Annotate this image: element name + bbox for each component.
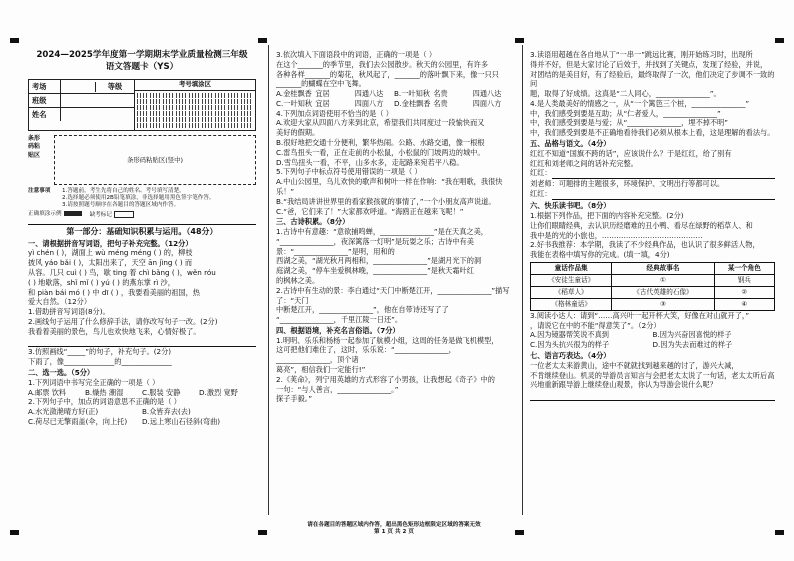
s1-q3-fill[interactable]: 下雨了，像______________的______________ [28,357,172,367]
field-room-label: 考场 [32,81,47,91]
section3-title: 三、古诗积累。（8分） [276,217,350,227]
answer-line[interactable] [530,390,775,401]
exam-number-bubble[interactable] [202,117,214,122]
q3-text: 各种各样_______的菊花，秋风起了，_______的落叶飘下来，像一只只 [276,69,499,79]
table-cell[interactable]: ② [714,286,774,298]
s6-q1: 1.根据下列作品，把下面的内容补充完整。(2分) [530,210,684,220]
option[interactable]: B.因为兴奋因喜悦的样子 [652,330,732,340]
registration-mark-top-mid2 [515,38,524,43]
option[interactable]: A.邮票 饮料 [28,387,67,397]
attention-line: 1.答题前，考生先将自己的姓名、考号填写清楚。 [62,188,185,195]
exam-number-bubble[interactable] [163,111,175,116]
table-cell[interactable]: ① [612,274,714,286]
exam-number-bubble[interactable] [241,123,253,128]
student-fields [28,79,135,131]
registration-mark-top-left [10,38,19,43]
exam-number-bubble[interactable] [163,105,175,110]
option[interactable]: A.金桂飘香 [276,89,312,99]
exam-number-bubble[interactable] [176,111,188,116]
attention-line: 3.请按照题号顺序在各题目的答题区域内作答。 [62,202,180,209]
exam-number-bubble[interactable] [202,93,214,98]
s3-line[interactable]: 西湖之美，“湖光秋月两相和，_______________”是湖月光下的洞 [276,256,482,266]
s1-line: 和 piàn bái mó ( ) 中 dī ( ) ，我要看美丽的祖国，热 [28,287,200,297]
q5-option[interactable]: C.“爸，它们来了！”大家都欢呼道。“海鸥正在越来飞呢！” [276,206,464,216]
option[interactable]: D.金桂飘香 [393,98,431,108]
option[interactable]: C.一叶知秋 [276,98,313,108]
registration-mark-bottom-left [10,530,19,535]
s3-q2b[interactable]: 中断楚江开，_______________”，他在自带诗还写了了 [276,305,449,315]
exam-number-bubble[interactable] [137,111,149,116]
c3-q3-line: 对团结的是美目好，有了经验后，最终取得了一次，他们决定了步调不一致的问 [530,69,775,89]
option-part: 四通八达 [354,89,384,99]
s6-q1-text[interactable]: 我中是的光的小旅也，…………………………………… [530,230,703,240]
option[interactable]: D.因为失去而难过的样子 [652,340,733,350]
exam-number-bubble[interactable] [228,123,240,128]
q5-option[interactable]: A.中山公园里，乌儿欢快的歌声和树叶一样在作响：“我在唱歌，我很快乐！” [276,177,503,196]
option-part: 宜居 [315,89,330,99]
q5-title: 5.下列句子中标点符号使用错误的一项是（ ） [276,167,422,177]
exam-number-bubble[interactable] [202,105,214,110]
table-header-row [531,262,775,274]
s6-q3b: ，请说它在中的不能“得意笑了”。（2分） [530,320,661,330]
q5-option[interactable]: B.“我结局讲讲世界里的看家猴孩就的事情了，”一个小朋友高声说道。 [276,196,496,206]
exam-number-area[interactable] [135,79,256,131]
q3-title: 3.依次填入下面语段中的词语，正确的一项是（ ） [276,50,437,59]
field-class-input[interactable] [60,94,134,107]
field-name[interactable] [29,108,134,121]
exam-number-bubble[interactable] [241,111,253,116]
correct-fill-sample [64,211,82,216]
exam-number-bubble[interactable] [189,105,201,110]
field-grade-label: 等级 [95,82,134,92]
s1-line: yì chén ( )，湖面上 wù méng méng ( ) 的，柳枝 [28,248,193,258]
table-row [531,286,775,298]
field-room-input[interactable] [60,80,95,93]
q3-text: _______的蝴蝶在空中飞舞。 [276,79,366,89]
option[interactable]: B.一叶知秋 [393,89,430,99]
exam-number-bubble[interactable] [137,123,149,128]
exam-number-bubble[interactable] [241,93,253,98]
c3-q4[interactable]: 4.是人类最美好的情感之一，从“一个篱笆三个桩，_______________” [530,98,750,108]
exam-number-bubble[interactable] [189,99,201,104]
field-name-label: 姓名 [32,109,47,119]
s2-q2-options-2 [28,417,256,427]
exam-number-bubble[interactable] [176,105,188,110]
s4-q2c: 探子手毅。” [276,394,313,404]
s6-q2b: 我能在表格中填写你的完成。(填一填，4分) [530,250,670,260]
table-cell[interactable]: ④ [714,298,774,310]
exam-number-bubble[interactable] [228,111,240,116]
s7-text: 一位老太太来游黄山，途中不就就找到越来越的讨了，游兴大减， [530,360,739,370]
s3-q1[interactable]: 1.古诗中有意趣：“意欲捕鸣蝉，_______________”是在天真之美， [276,227,488,237]
exam-number-bubble[interactable] [137,105,149,110]
exam-number-bubble[interactable] [150,93,162,98]
footer-warning: 请在各题目的答题区域内作答，超出黑色矩形边框限定区域的答案无效 [307,522,481,528]
sheet-title [28,50,256,73]
option[interactable]: B.众皆弃去(去) [142,407,191,417]
section4-title: 四、根据语境，补充名言俗语。（7分） [276,325,400,335]
exam-number-bubble[interactable] [176,99,188,104]
section2-title: 二、选一选。（5分） [28,367,95,377]
section7-title: 七、语言巧表达。（4分） [530,350,611,360]
section1-title: 一、请根据拼音写词语，把句子补充完整。（12分） [28,238,193,248]
table-cell: 《古代英雄的石像》 [612,286,714,298]
exam-number-bubble[interactable] [176,117,188,122]
option-part: 名贵 [433,98,448,108]
field-room[interactable] [29,80,134,94]
s1-q3: 3.仿照画线“_____”的句子，补充句子。(2分) [28,347,172,357]
exam-number-bubble[interactable] [189,123,201,128]
option[interactable]: A.因为镜器帮笑说不真到 [530,330,609,340]
s1-line: 披风 yáo bǎi ( )，太阳出来了，天空 ān jìng ( ) 而 [28,258,193,268]
exam-number-bubble[interactable] [150,99,162,104]
q4-option: 美好的假期。 [276,128,320,138]
exam-number-bubble[interactable] [163,117,175,122]
attention-line: 2.选择题必须使用2B铅笔填涂，非选择题用黑色签字笔作答。 [62,195,215,202]
answer-line[interactable] [552,189,775,200]
s6-q3-options [530,330,775,340]
table-row [531,274,775,286]
s2-q1: 1.下列词语中书写完全正确的一项是（ ） [28,377,160,387]
option-part: 四面八方 [354,98,384,108]
registration-mark-top-mid1 [258,38,267,43]
c3-q4-line[interactable]: 中，我们感受到要是互助；从“仁者爱人，_______________” [530,108,721,118]
exam-number-bubble[interactable] [202,99,214,104]
s2-q1-options [28,388,256,398]
s3-line: 的枫林之美。 [276,275,320,285]
option-part: 四面八方 [472,98,502,108]
registration-mark-bottom-mid1 [258,530,267,535]
s3-q2c[interactable]: “_______________，千里江陵一日还”。 [276,315,403,325]
exam-number-bubble[interactable] [215,123,227,128]
exam-number-bubble[interactable] [150,117,162,122]
section5-title: 五、品格与语文。（4分） [530,139,611,149]
attention-title: 注意事项 [28,188,51,195]
books-table [530,262,775,311]
table-header: 某一个角色 [714,262,774,274]
option[interactable]: A.水光潋滟晴方好(正) [28,407,99,417]
q4-option[interactable]: B.很好地把交通十分便利，繁华热闹。公路、水路交通，像一根根 [276,138,485,148]
option[interactable]: C.荷尽已无擎雨盖(伞，向上托) [28,416,128,426]
exam-number-bubble[interactable] [176,93,188,98]
s2-q2: 2.下列句子中，加点的词语意思不正确的是（ ） [28,397,181,407]
column-divider [268,45,269,515]
title-line-2: 语文答题卡（YS） [105,61,179,72]
option-part: 四通八达 [472,89,502,99]
exam-number-bubble[interactable] [163,93,175,98]
s1-q1: 1.借助拼音写词语(8分)。 [28,307,110,317]
exam-number-bubble[interactable] [215,93,227,98]
exam-number-bubble[interactable] [163,99,175,104]
exam-number-bubble[interactable] [202,123,214,128]
barcode-row [28,135,256,185]
option-part: 宜居 [315,98,330,108]
answer-line[interactable] [28,336,256,347]
exam-number-bubble[interactable] [150,123,162,128]
s5-answer-a[interactable]: 红红： [530,168,775,179]
s4-q2b[interactable]: 一句：“与人善言，_______________。” [276,384,399,394]
exam-number-bubble[interactable] [241,99,253,104]
s6-q3: 3.阅读小达人：请到“……高兴叶一起开杯大笑，好像在对山就开了，” [530,310,750,320]
q3-options-row2 [276,99,512,109]
s6-q1-text: 让你们眼睛经典，去认识历经磨难的丑小鸭、看尽在绿野的稻草人、和 [530,220,753,230]
exam-number-bubble[interactable] [202,111,214,116]
s1-line: 从容。几只 cuì ( ) 鸟，歇 ting 着 chì bǎng ( )，wěn róu [28,267,216,277]
correct-fill-label: 正确填涂示例 [28,211,82,220]
s4-q1: 1.明明、乐乐和杨杨一起参加了航模小组，这周的任务是做飞机模型， [276,335,499,345]
q4-option[interactable]: D.雪鸟扭头一看，不平，山多水多，走起路来宛若平八稳。 [276,157,464,167]
s2-q2-options [28,407,256,417]
column-left [28,50,256,427]
exam-number-bubble[interactable] [189,111,201,116]
exam-number-bubble[interactable] [137,93,149,98]
exam-number-bubble[interactable] [241,105,253,110]
exam-number-bubble[interactable] [215,117,227,122]
part1-title: 第一部分：基础知识积累与运用。（48分） [28,224,256,238]
s5-answer-c[interactable]: 红红： [530,189,775,200]
s6-q2: 2.好书我推荐：本学期，我读了不少经典作品，也认识了很多鲜活人物， [530,240,760,250]
registration-mark-bottom-right [775,530,784,535]
option[interactable]: C.服装 安静 [142,387,181,397]
exam-number-bubble[interactable] [215,105,227,110]
attention-block [28,188,256,209]
s3-line[interactable]: “_______________，夜深篱落一灯明”是玩耍之乐；古诗中有美景：“_______________”是明，用和的 [276,236,474,256]
s4-q1b[interactable]: 这可把他们难住了，这时，乐乐说：“_______________，_______________，顶个诸 [276,345,456,365]
s5-line-b: 刘老师：可题排的主题很多，环境保护、文明出行等都可以。 [530,179,725,189]
section6-title: 六、快乐读书吧。（8分） [530,201,611,211]
absent-mark-label: 缺考标记 [90,211,134,220]
exam-number-bubble[interactable] [176,123,188,128]
page-number: 第 1 页 共 2 页 [374,529,414,536]
option[interactable]: D.激烈 宽野 [199,387,238,397]
exam-number-bubble[interactable] [189,93,201,98]
exam-number-bubble[interactable] [163,123,175,128]
exam-number-bubble[interactable] [150,111,162,116]
c3-q4-line[interactable]: 中，我们感受到要是与爱；从“_______________，埋不掉不明” [530,118,728,128]
attention-lines [62,188,215,209]
column-middle [276,50,512,404]
table-row [531,298,775,310]
exam-number-bubble[interactable] [215,99,227,104]
c3-q4-line: 中，我们感受到要是不正确地看待我们必须从根本上看，这是理解的看法与。 [530,128,775,138]
s3-q2[interactable]: 2.古诗中有生动的景：李白通过“天门中断楚江开，_______________”描写了：“天门 [276,285,510,305]
s3-line[interactable]: 庭湖之美，“停车坐爱枫林晚，_______________”是秋天霜叶红 [276,266,474,276]
exam-number-title: 考号填涂区 [135,80,255,91]
table-cell[interactable]: ③ [612,298,714,310]
page-footer [280,522,508,537]
title-line-1: 2024—2025学年度第一学期期末学业质量检测三年级 [36,50,248,60]
s1-q2-example: 我看着美丽的景色，鸟儿也欢快地飞来，心情好极了。 [28,326,201,336]
registration-mark-bottom-mid2 [515,530,524,535]
q4-option[interactable]: A.欢迎大家从四面八方来到北京，希望我们共同度过一段愉快而又 [276,118,485,128]
barcode-side-label: 条形 码粘 贴区 [28,135,41,159]
student-info-block [28,79,256,131]
table-header: 童话作品集 [531,262,612,274]
exam-number-grid[interactable] [135,91,255,130]
exam-number-bubble[interactable] [215,111,227,116]
exam-number-bubble[interactable] [228,99,240,104]
fill-legend [28,211,256,220]
exam-number-bubble[interactable] [137,99,149,104]
field-name-input[interactable] [60,108,134,121]
exam-number-bubble[interactable] [150,105,162,110]
exam-number-bubble[interactable] [228,117,240,122]
registration-mark-top-right [775,38,784,43]
s4-q1c: 葛亮”，相信我们一定能行!” [276,365,366,374]
exam-number-bubble[interactable] [189,117,201,122]
q4-option[interactable]: C.雷鸟扭头一看，正在走前的小松鼠，小松鼠的门坡两边的城中。 [276,147,485,157]
q4-title: 4.下列加点词语使用不恰当的是（ ） [276,108,393,118]
s5-line: 红红和刘老师之间的话补充完整。 [530,158,638,168]
barcode-area: 条形码粘贴区(竖中) [54,135,256,185]
exam-number-bubble[interactable] [137,117,149,122]
column-divider [522,45,523,515]
q3-options-row1 [276,89,512,99]
s6-q3-options-2 [530,340,775,350]
q3-text: 在这个_______的季节里，我们去公园散步。秋天的公园里，有许多 [276,59,489,69]
answer-line[interactable] [552,168,775,179]
table-cell: 钢兵 [714,274,774,286]
s4-q2: 2.《荚命》，列宁用英雄的方式形容了小男孩，让我想起《奇子》中的 [276,374,495,384]
c3-q3: 3.读语用超越在各自地从丁“一串一”跳远比赛，刚开始练习时，出现所 [530,50,753,59]
exam-number-bubble[interactable] [228,93,240,98]
column-right [530,50,775,401]
c3-q3-line: 得并不好，但是大家讨论了后效于，并找到了关键点，发现了经验，并说， [530,59,768,69]
s5-line: 红红不知道“国旗不跨的话”，应该说什么？于是红红，给了别有 [530,148,732,158]
c3-q3-line[interactable]: 题，取得了好成绩。这真是“二人同心，_______________”。 [530,89,721,99]
table-header: 经典故事名 [612,262,714,274]
s7-text: 兴地重新跟导游上继续登山观景，你认为导游会说什么呢？ [530,380,717,390]
option[interactable]: D.远上寒山石径斜(弯曲) [142,416,221,426]
table-cell: 《稻草人》 [531,286,612,298]
option-part: 名贵 [433,89,448,99]
field-class-label: 班级 [32,95,47,105]
s1-line: ( ) 地歇落，shǐ mǐ ( ) yú ( ) 的燕东掌 rì 沙， [28,277,175,287]
option[interactable]: B.燥热 潮湿 [85,387,124,397]
exam-number-bubble[interactable] [241,117,253,122]
s1-line: 爱大自然。（12分） [28,297,92,307]
s1-q2: 2.画线句子运用了什么修辞手法，请你改写句子一改。(2分) [28,316,218,326]
s7-text: 不肯继续登山。机灵的导游员言知言与会把老太太说了一句话，老太太听后高 [530,370,775,380]
option[interactable]: C.因为头抗兴很为的样子 [530,340,610,350]
exam-number-bubble[interactable] [228,105,240,110]
field-class[interactable] [29,94,134,108]
table-cell: 《安徒生童话》 [531,274,612,286]
table-cell: 《格林童话》 [531,298,612,310]
absent-mark-box[interactable] [114,211,134,218]
